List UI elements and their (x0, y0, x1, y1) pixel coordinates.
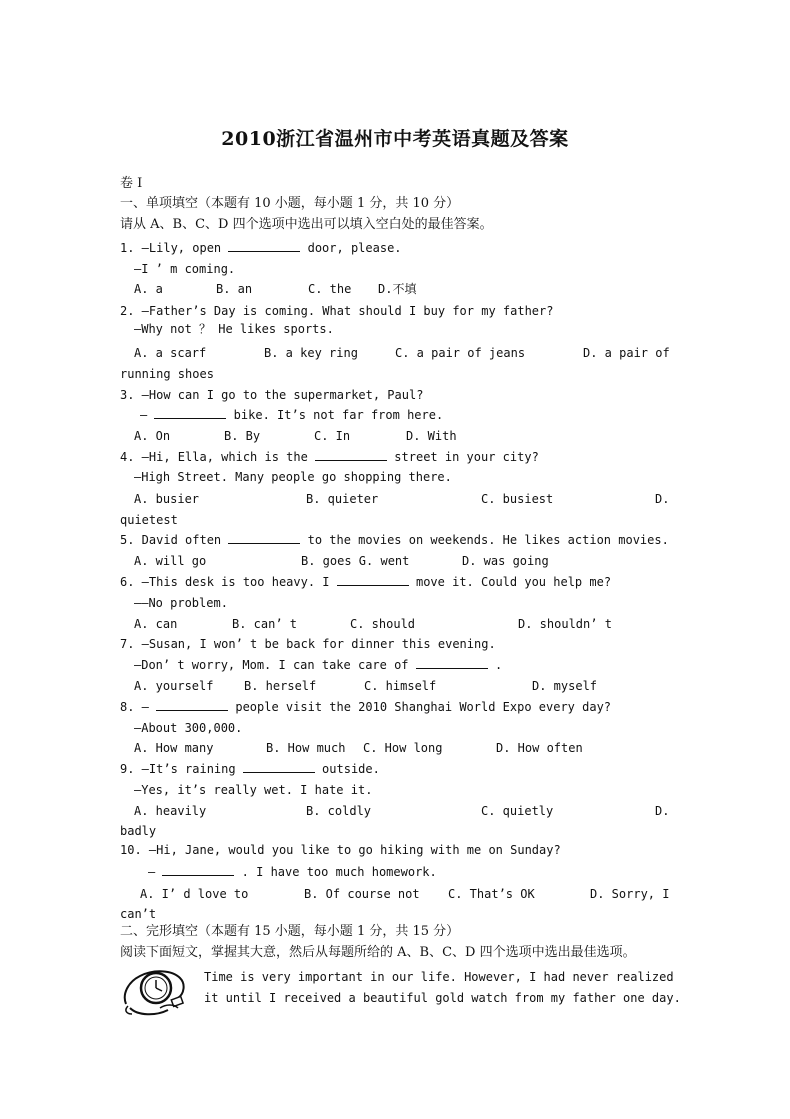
q6-option-d: D. shouldn’ t (518, 617, 612, 631)
q3-stem: 3. —How can I go to the supermarket, Paul? (120, 388, 424, 402)
q8-option-c: C. How long (363, 741, 443, 755)
page-title: 2010浙江省温州市中考英语真题及答案 (221, 128, 569, 150)
section2-instruction: 阅读下面短文，掌握其大意，然后从每题所给的 A、B、C、D 四个选项中选出最佳选项。 (120, 945, 636, 960)
q8-stem: 8. — people visit the 2010 Shanghai World Expo every day? (120, 700, 612, 714)
q1-option-b: B. an (216, 282, 253, 296)
q10-option-d: D. Sorry, I (590, 887, 670, 901)
q9-stem: 9. —It’s raining outside. (120, 762, 380, 776)
q9-option-d: D. (655, 804, 670, 818)
q5-stem: 5. David often to the movies on weekends. He likes action movies. (120, 533, 669, 547)
q7-reply: —Don’ t worry, Mom. I can take care of . (134, 658, 503, 672)
q10-stem: 10. —Hi, Jane, would you like to go hiking with me on Sunday? (120, 843, 561, 857)
q1-option-a: A. a (134, 282, 163, 296)
q7-option-c: C. himself (364, 679, 437, 693)
q8-option-b: B. How much (266, 741, 346, 755)
answer-blank (337, 575, 409, 586)
q5-option-b: B. goes G. went (301, 554, 410, 568)
q6-stem: 6. —This desk is too heavy. I move it. Could you help me? (120, 575, 612, 589)
q5-option-d: D. was going (462, 554, 549, 568)
q7-option-d: D. myself (532, 679, 598, 693)
q1-reply: —I ’ m coming. (134, 262, 236, 276)
q9-option-d-wrap: badly (120, 824, 157, 838)
q4-option-c: C. busiest (481, 492, 554, 506)
q5-option-a: A. will go (134, 554, 207, 568)
answer-blank (228, 533, 300, 544)
section1-instruction: 请从 A、B、C、D 四个选项中选出可以填入空白处的最佳答案。 (120, 217, 493, 232)
q2-option-d: D. a pair of (583, 346, 670, 360)
q10-option-a: A. I’ d love to (140, 887, 249, 901)
answer-blank (154, 408, 226, 419)
q9-option-b: B. coldly (306, 804, 372, 818)
volume-label: 卷 I (120, 176, 143, 191)
q2-stem: 2. —Father’s Day is coming. What should I buy for my father? (120, 304, 554, 318)
q3-option-d: D. With (406, 429, 457, 443)
q4-option-a: A. busier (134, 492, 200, 506)
q2-option-b: B. a key ring (264, 346, 358, 360)
q1-stem: 1. —Lily, open door, please. (120, 241, 402, 255)
q4-option-d-wrap: quietest (120, 513, 178, 527)
q7-option-a: A. yourself (134, 679, 214, 693)
q4-option-b: B. quieter (306, 492, 379, 506)
q2-option-c: C. a pair of jeans (395, 346, 526, 360)
q6-option-b: B. can’ t (232, 617, 298, 631)
answer-blank (156, 700, 228, 711)
q8-option-a: A. How many (134, 741, 214, 755)
q8-reply: —About 300,000. (134, 721, 243, 735)
answer-blank (243, 762, 315, 773)
q9-reply: —Yes, it’s really wet. I hate it. (134, 783, 373, 797)
q1-option-c: C. the (308, 282, 352, 296)
q3-option-c: C. In (314, 429, 351, 443)
q1-option-d: D.不填 (378, 282, 417, 296)
section1-heading: 一、单项填空（本题有 10 小题，每小题 1 分，共 10 分） (120, 196, 460, 211)
q6-option-c: C. should (350, 617, 416, 631)
answer-blank (228, 241, 300, 252)
q6-option-a: A. can (134, 617, 178, 631)
section2-heading: 二、完形填空（本题有 15 小题，每小题 1 分，共 15 分） (120, 924, 460, 939)
q9-option-c: C. quietly (481, 804, 554, 818)
passage-line-2: it until I received a beautiful gold watch from my father one day. (204, 991, 681, 1005)
q2-option-a: A. a scarf (134, 346, 207, 360)
q4-reply: —High Street. Many people go shopping there. (134, 470, 452, 484)
q6-reply: ——No problem. (134, 596, 228, 610)
answer-blank (416, 658, 488, 669)
q2-option-d-wrap: running shoes (120, 367, 214, 381)
q4-option-d: D. (655, 492, 670, 506)
answer-blank (315, 450, 387, 461)
q10-option-b: B. Of course not (304, 887, 420, 901)
passage-line-1: Time is very important in our life. However, I had never realized (204, 970, 674, 984)
q3-option-b: B. By (224, 429, 261, 443)
q10-option-c: C. That’s OK (448, 887, 535, 901)
q2-reply: —Why not ？ He likes sports. (134, 322, 334, 336)
q7-option-b: B. herself (244, 679, 317, 693)
q3-reply: — bike. It’s not far from here. (140, 408, 444, 422)
q8-option-d: D. How often (496, 741, 583, 755)
q4-stem: 4. —Hi, Ella, which is the street in your city? (120, 450, 539, 464)
q10-reply: — . I have too much homework. (148, 865, 437, 879)
watch-icon (120, 964, 188, 1018)
q10-option-d-wrap: can’t (120, 907, 157, 921)
q7-stem: 7. —Susan, I won’ t be back for dinner this evening. (120, 637, 496, 651)
q9-option-a: A. heavily (134, 804, 207, 818)
answer-blank (162, 865, 234, 876)
q3-option-a: A. On (134, 429, 171, 443)
